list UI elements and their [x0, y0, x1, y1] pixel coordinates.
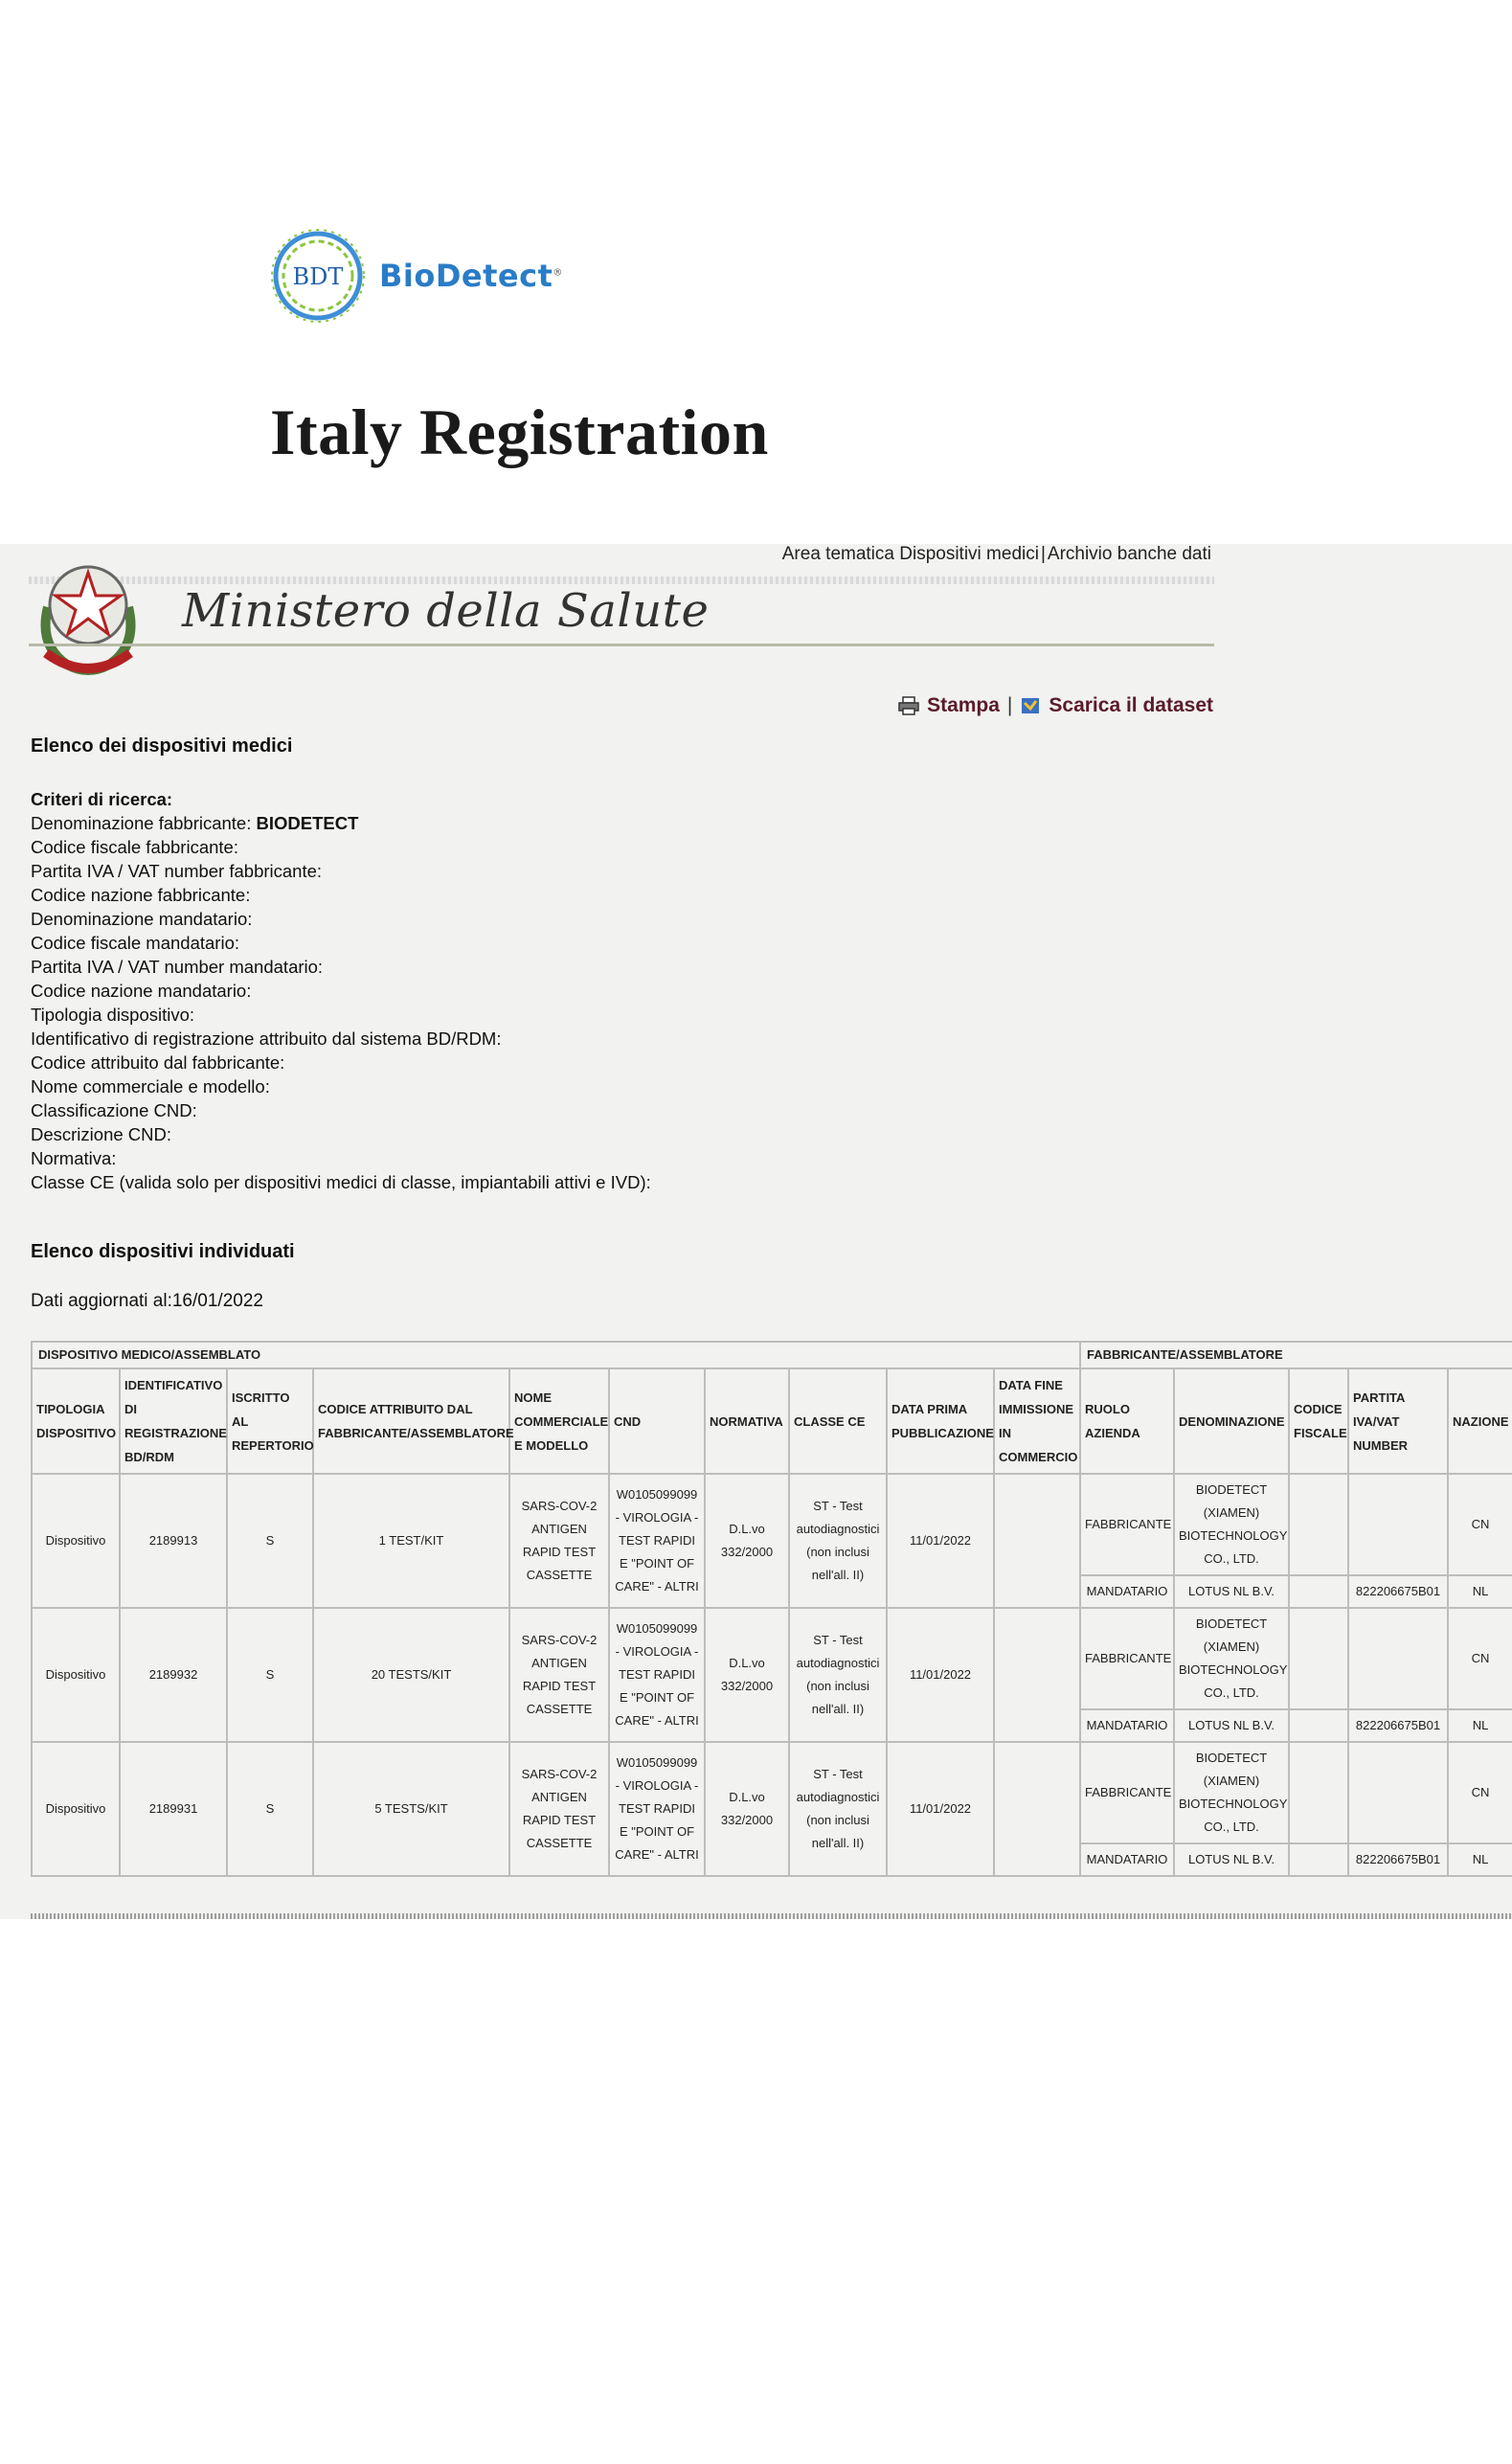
actions-bar: Stampa | Scarica il dataset [898, 694, 1213, 717]
link-area-tematica[interactable]: Area tematica Dispositivi medici [781, 544, 1039, 564]
cell-normativa: D.L.vo 332/2000 [705, 1742, 789, 1876]
cell-data-pub: 11/01/2022 [887, 1742, 994, 1876]
cell-data-fine [994, 1474, 1080, 1608]
cell-denominazione: BIODETECT (XIAMEN) BIOTECHNOLOGY CO., LTD. [1174, 1474, 1289, 1575]
criteria-row: Classificazione CND: [31, 1100, 197, 1120]
logo-mark-text: BDT [292, 263, 344, 290]
cell-data-fine [994, 1608, 1080, 1742]
cell-piva: 822206675B01 [1348, 1709, 1448, 1742]
cell-normativa: D.L.vo 332/2000 [705, 1608, 789, 1742]
screenshot-cut-edge [31, 1913, 1512, 1919]
group-header-row [32, 1342, 1512, 1368]
col-header: NAZIONE [1448, 1368, 1512, 1474]
cell-data-pub: 11/01/2022 [887, 1474, 994, 1608]
cell-denominazione: LOTUS NL B.V. [1174, 1709, 1289, 1742]
cell-denominazione: BIODETECT (XIAMEN) BIOTECHNOLOGY CO., LTD. [1174, 1742, 1289, 1843]
results-heading: Elenco dispositivi individuati [31, 1241, 295, 1262]
search-criteria [31, 787, 651, 1194]
cell-codice: 20 TESTS/KIT [313, 1608, 509, 1742]
cell-classe: ST - Test autodiagnostici (non inclusi nell'all. II) [789, 1474, 887, 1608]
cell-nazione: CN [1448, 1608, 1512, 1709]
criteria-row: Codice nazione fabbricante: [31, 885, 251, 905]
cell-cf [1289, 1575, 1348, 1608]
cell-ruolo: FABBRICANTE [1080, 1474, 1174, 1575]
col-header: RUOLO AZIENDA [1080, 1368, 1174, 1474]
criteria-row: Denominazione mandatario: [31, 909, 253, 929]
column-header-row [32, 1368, 1512, 1474]
cell-cf [1289, 1608, 1348, 1709]
brand-name: BioDetect® [379, 258, 563, 294]
col-header: NORMATIVA [705, 1368, 789, 1474]
cell-ruolo: MANDATARIO [1080, 1709, 1174, 1742]
cell-iscritto: S [227, 1608, 313, 1742]
criteria-row: Identificativo di registrazione attribuito dal sistema BD/RDM: [31, 1029, 502, 1049]
criteria-row: Normativa: [31, 1148, 117, 1168]
cell-denominazione: LOTUS NL B.V. [1174, 1843, 1289, 1876]
cell-ruolo: MANDATARIO [1080, 1843, 1174, 1876]
cell-data-pub: 11/01/2022 [887, 1608, 994, 1742]
cell-nazione: CN [1448, 1742, 1512, 1843]
cell-cf [1289, 1474, 1348, 1575]
criteria-row: Classe CE (valida solo per dispositivi medici di classe, impiantabili attivi e IVD): [31, 1172, 651, 1192]
cell-codice: 5 TESTS/KIT [313, 1742, 509, 1876]
criteria-row: Nome commerciale e modello: [31, 1076, 270, 1096]
cell-classe: ST - Test autodiagnostici (non inclusi nell'all. II) [789, 1608, 887, 1742]
criteria-row: Descrizione CND: [31, 1124, 172, 1144]
col-header: TIPOLOGIA DISPOSITIVO [32, 1368, 120, 1474]
cell-tipologia: Dispositivo [32, 1474, 120, 1608]
cell-nazione: NL [1448, 1843, 1512, 1876]
top-links: Area tematica Dispositivi medici | Archivio banche dati [781, 544, 1211, 564]
page-title: Italy Registration [270, 396, 769, 468]
list-heading: Elenco dei dispositivi medici [31, 735, 293, 757]
cell-tipologia: Dispositivo [32, 1742, 120, 1876]
cell-cnd: W0105099099 - VIROLOGIA - TEST RAPIDI E "POINT OF CARE" - ALTRI [609, 1474, 705, 1608]
col-header: PARTITA IVA/VAT NUMBER [1348, 1368, 1448, 1474]
cell-nazione: NL [1448, 1575, 1512, 1608]
cell-ruolo: FABBRICANTE [1080, 1608, 1174, 1709]
criteria-row: Codice fiscale fabbricante: [31, 837, 238, 857]
devices-table [31, 1341, 1512, 1877]
cell-nazione: NL [1448, 1709, 1512, 1742]
cell-id: 2189913 [120, 1474, 227, 1608]
group-header-device: DISPOSITIVO MEDICO/ASSEMBLATO [32, 1342, 1080, 1368]
ministry-name: Ministero della Salute [182, 584, 710, 638]
col-header: IDENTIFICATIVO DI REGISTRAZIONE BD/RDM [120, 1368, 227, 1474]
print-link[interactable]: Stampa [927, 694, 1000, 716]
header-divider [29, 644, 1214, 646]
header-pattern [29, 576, 1214, 584]
download-dataset-icon[interactable] [1020, 695, 1041, 716]
cell-cf [1289, 1843, 1348, 1876]
italian-republic-emblem-icon [29, 550, 147, 678]
cell-piva: 822206675B01 [1348, 1843, 1448, 1876]
link-archivio[interactable]: Archivio banche dati [1047, 544, 1211, 564]
biodetect-logo [268, 226, 563, 326]
cell-ruolo: MANDATARIO [1080, 1575, 1174, 1608]
table-row [32, 1608, 1512, 1709]
col-header: CODICE FISCALE [1289, 1368, 1348, 1474]
col-header: NOME COMMERCIALE E MODELLO [509, 1368, 609, 1474]
criteria-row: Codice nazione mandatario: [31, 981, 252, 1001]
criteria-row: Partita IVA / VAT number fabbricante: [31, 861, 323, 881]
cell-normativa: D.L.vo 332/2000 [705, 1474, 789, 1608]
criteria-row: Partita IVA / VAT number mandatario: [31, 957, 324, 977]
last-updated: Dati aggiornati al:16/01/2022 [31, 1291, 263, 1311]
printer-icon[interactable] [898, 696, 919, 715]
cell-denominazione: BIODETECT (XIAMEN) BIOTECHNOLOGY CO., LTD. [1174, 1608, 1289, 1709]
col-header: CLASSE CE [789, 1368, 887, 1474]
cell-cf [1289, 1709, 1348, 1742]
cell-cf [1289, 1742, 1348, 1843]
ministry-screenshot-panel [0, 544, 1512, 1919]
cell-piva: 822206675B01 [1348, 1575, 1448, 1608]
col-header: CODICE ATTRIBUITO DAL FABBRICANTE/ASSEMBLATORE [313, 1368, 509, 1474]
col-header: DATA FINE IMMISSIONE IN COMMERCIO [994, 1368, 1080, 1474]
cell-nome: SARS-COV-2 ANTIGEN RAPID TEST CASSETTE [509, 1608, 609, 1742]
cell-piva [1348, 1742, 1448, 1843]
criteria-row: Denominazione fabbricante: BIODETECT [31, 813, 359, 833]
cell-nome: SARS-COV-2 ANTIGEN RAPID TEST CASSETTE [509, 1742, 609, 1876]
cell-denominazione: LOTUS NL B.V. [1174, 1575, 1289, 1608]
criteria-row: Tipologia dispositivo: [31, 1005, 195, 1025]
cell-id: 2189931 [120, 1742, 227, 1876]
cell-tipologia: Dispositivo [32, 1608, 120, 1742]
criteria-title: Criteri di ricerca: [31, 789, 173, 809]
download-dataset-link[interactable]: Scarica il dataset [1049, 694, 1213, 716]
cell-data-fine [994, 1742, 1080, 1876]
cell-iscritto: S [227, 1742, 313, 1876]
cell-piva [1348, 1474, 1448, 1575]
col-header: CND [609, 1368, 705, 1474]
dna-ring-logo-icon [268, 226, 368, 326]
col-header: DATA PRIMA PUBBLICAZIONE [887, 1368, 994, 1474]
criteria-row: Codice attribuito dal fabbricante: [31, 1052, 285, 1073]
cell-cnd: W0105099099 - VIROLOGIA - TEST RAPIDI E "POINT OF CARE" - ALTRI [609, 1742, 705, 1876]
col-header: DENOMINAZIONE [1174, 1368, 1289, 1474]
cell-id: 2189932 [120, 1608, 227, 1742]
cell-cnd: W0105099099 - VIROLOGIA - TEST RAPIDI E "POINT OF CARE" - ALTRI [609, 1608, 705, 1742]
cell-iscritto: S [227, 1474, 313, 1608]
group-header-manufacturer: FABBRICANTE/ASSEMBLATORE [1080, 1342, 1512, 1368]
table-row [32, 1742, 1512, 1843]
cell-piva [1348, 1608, 1448, 1709]
table-row [32, 1474, 1512, 1575]
cell-classe: ST - Test autodiagnostici (non inclusi nell'all. II) [789, 1742, 887, 1876]
cell-nome: SARS-COV-2 ANTIGEN RAPID TEST CASSETTE [509, 1474, 609, 1608]
col-header: ISCRITTO AL REPERTORIO [227, 1368, 313, 1474]
criteria-row: Codice fiscale mandatario: [31, 933, 239, 953]
cell-codice: 1 TEST/KIT [313, 1474, 509, 1608]
cell-nazione: CN [1448, 1474, 1512, 1575]
cell-ruolo: FABBRICANTE [1080, 1742, 1174, 1843]
